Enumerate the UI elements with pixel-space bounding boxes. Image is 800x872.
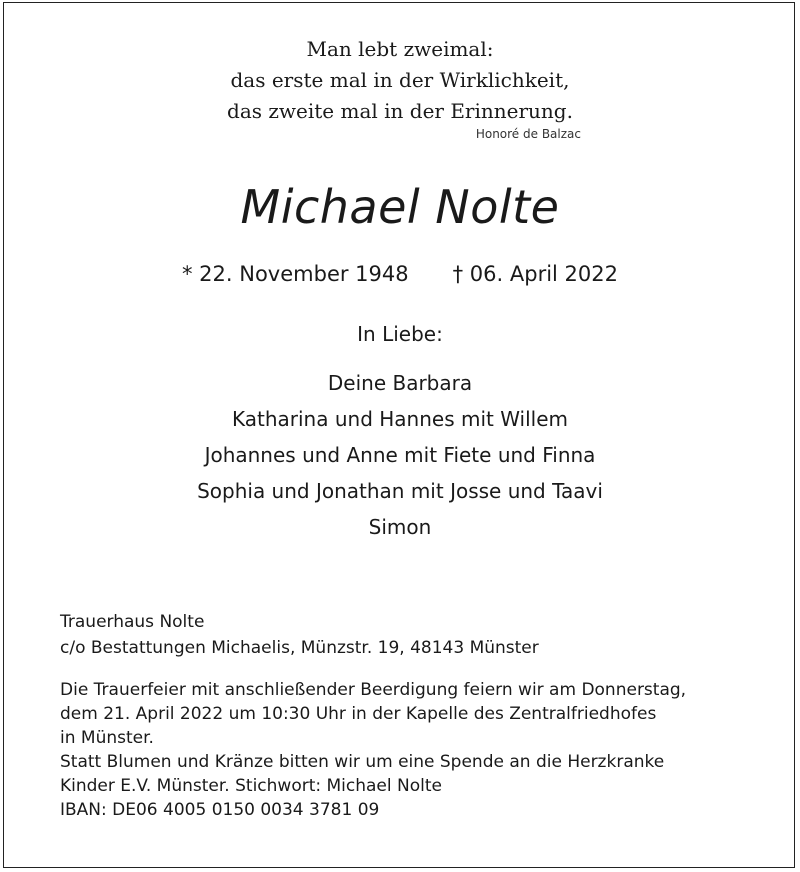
mourners-list — [0, 365, 800, 545]
notice-line: IBAN: DE06 4005 0150 0034 3781 09 — [60, 800, 380, 820]
mourner-line: Johannes und Anne mit Fiete und Finna — [204, 443, 596, 467]
funeral-notice — [60, 678, 780, 822]
quote-line: das zweite mal in der Erinnerung. — [227, 99, 573, 123]
epigraph-quote — [0, 34, 800, 127]
mourner-line: Sophia und Jonathan mit Josse und Taavi — [197, 479, 603, 503]
notice-line: Statt Blumen und Kränze bitten wir um eine Spende an die Herzkranke — [60, 752, 665, 772]
notice-line: dem 21. April 2022 um 10:30 Uhr in der Kapelle des Zentralfriedhofes — [60, 704, 657, 724]
in-love-heading: In Liebe: — [357, 322, 443, 346]
notice-line: Die Trauerfeier mit anschließender Beerdigung feiern wir am Donnerstag, — [60, 680, 687, 700]
quote-line: Man lebt zweimal: — [306, 37, 494, 61]
address-line: c/o Bestattungen Michaelis, Münzstr. 19, 48143 Münster — [60, 638, 539, 658]
quote-line: das erste mal in der Wirklichkeit, — [230, 68, 570, 92]
mourner-line: Deine Barbara — [327, 371, 473, 395]
death-date: † 06. April 2022 — [452, 262, 618, 286]
mourning-address — [60, 609, 539, 661]
mourner-line: Simon — [368, 515, 432, 539]
deceased-name: Michael Nolte — [240, 180, 560, 234]
address-line: Trauerhaus Nolte — [60, 612, 205, 632]
birth-date: * 22. November 1948 — [182, 262, 409, 286]
life-dates — [0, 262, 800, 286]
notice-line: Kinder E.V. Münster. Stichwort: Michael Nolte — [60, 776, 442, 796]
quote-author: Honoré de Balzac — [475, 127, 581, 141]
notice-line: in Münster. — [60, 728, 154, 748]
mourner-line: Katharina und Hannes mit Willem — [231, 407, 569, 431]
